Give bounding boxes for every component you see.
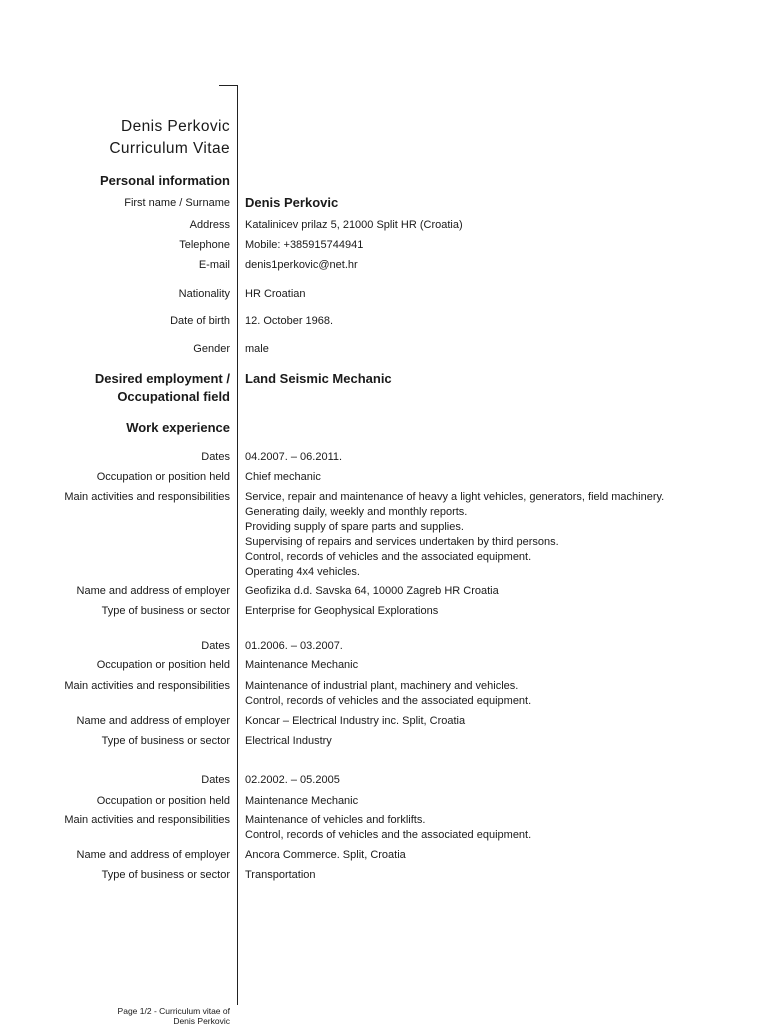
label-employer: Name and address of employer	[76, 585, 230, 597]
label-occupation: Occupation or position held	[96, 471, 230, 483]
job-sector: Enterprise for Geophysical Explorations	[245, 605, 439, 617]
cv-owner-name: Denis Perkovic	[121, 118, 230, 135]
value-nationality: HR Croatian	[245, 288, 306, 300]
value-date-of-birth: 12. October 1968.	[245, 315, 334, 327]
activity-line: Maintenance of industrial plant, machinery and vehicles.	[245, 680, 519, 692]
label-dates: Dates	[201, 774, 230, 786]
divider-top-tick	[219, 85, 238, 86]
activity-line: Control, records of vehicles and the associated equipment.	[245, 829, 532, 841]
job-occupation: Chief mechanic	[245, 471, 321, 483]
activity-line: Maintenance of vehicles and forklifts.	[245, 814, 426, 826]
label-activities: Main activities and responsibilities	[64, 491, 230, 503]
label-gender: Gender	[193, 343, 230, 355]
label-sector: Type of business or sector	[101, 605, 230, 617]
label-employer: Name and address of employer	[76, 849, 230, 861]
activity-line: Supervising of repairs and services undertaken by third persons.	[245, 536, 559, 548]
label-sector: Type of business or sector	[101, 869, 230, 881]
value-desired-employment: Land Seismic Mechanic	[245, 371, 392, 386]
job-sector: Transportation	[245, 869, 316, 881]
job-occupation: Maintenance Mechanic	[245, 795, 359, 807]
label-activities: Main activities and responsibilities	[64, 680, 230, 692]
footer-line-1: Page 1/2 - Curriculum vitae of	[117, 1006, 230, 1016]
job-employer: Ancora Commerce. Split, Croatia	[245, 849, 406, 861]
activity-line: Service, repair and maintenance of heavy a light vehicles, generators, field machinery.	[245, 491, 665, 503]
footer-line-2: Denis Perkovic	[173, 1016, 230, 1026]
activity-line: Control, records of vehicles and the associated equipment.	[245, 695, 532, 707]
value-name: Denis Perkovic	[245, 195, 339, 210]
footer-page-info	[118, 1006, 230, 1026]
label-dates: Dates	[201, 451, 230, 463]
label-name: First name / Surname	[124, 197, 230, 209]
activity-line: Operating 4x4 vehicles.	[245, 566, 360, 578]
label-telephone: Telephone	[179, 239, 230, 251]
label-date-of-birth: Date of birth	[170, 315, 230, 327]
job-dates: 01.2006. – 03.2007.	[245, 640, 343, 652]
job-dates: 02.2002. – 05.2005	[245, 774, 340, 786]
section-desired-employment-line1: Desired employment /	[94, 371, 230, 386]
label-occupation: Occupation or position held	[96, 795, 230, 807]
label-activities: Main activities and responsibilities	[64, 814, 230, 826]
value-gender: male	[245, 343, 269, 355]
job-dates: 04.2007. – 06.2011.	[245, 451, 343, 463]
job-activities	[245, 813, 531, 843]
job-employer: Geofizika d.d. Savska 64, 10000 Zagreb HR Croatia	[245, 585, 499, 597]
value-telephone: Mobile: +385915744941	[245, 239, 364, 251]
label-email: E-mail	[198, 259, 230, 271]
section-personal-information: Personal information	[99, 173, 230, 188]
section-desired-employment-line2: Occupational field	[117, 389, 230, 404]
job-activities	[245, 490, 664, 580]
label-nationality: Nationality	[178, 288, 230, 300]
section-work-experience: Work experience	[126, 420, 230, 435]
activity-line: Control, records of vehicles and the associated equipment.	[245, 551, 532, 563]
activity-line: Generating daily, weekly and monthly reports.	[245, 506, 468, 518]
job-employer: Koncar – Electrical Industry inc. Split, Croatia	[245, 715, 466, 727]
cv-title: Curriculum Vitae	[109, 140, 230, 157]
label-address: Address	[189, 219, 230, 231]
job-activities	[245, 679, 531, 709]
label-employer: Name and address of employer	[76, 715, 230, 727]
activity-line: Providing supply of spare parts and supplies.	[245, 521, 464, 533]
label-sector: Type of business or sector	[101, 735, 230, 747]
label-occupation: Occupation or position held	[96, 659, 230, 671]
column-divider	[237, 85, 238, 1005]
job-sector: Electrical Industry	[245, 735, 332, 747]
value-address: Katalinicev prilaz 5, 21000 Split HR (Croatia)	[245, 219, 463, 231]
value-email[interactable]: denis1perkovic@net.hr	[245, 259, 358, 271]
label-dates: Dates	[201, 640, 230, 652]
job-occupation: Maintenance Mechanic	[245, 659, 359, 671]
